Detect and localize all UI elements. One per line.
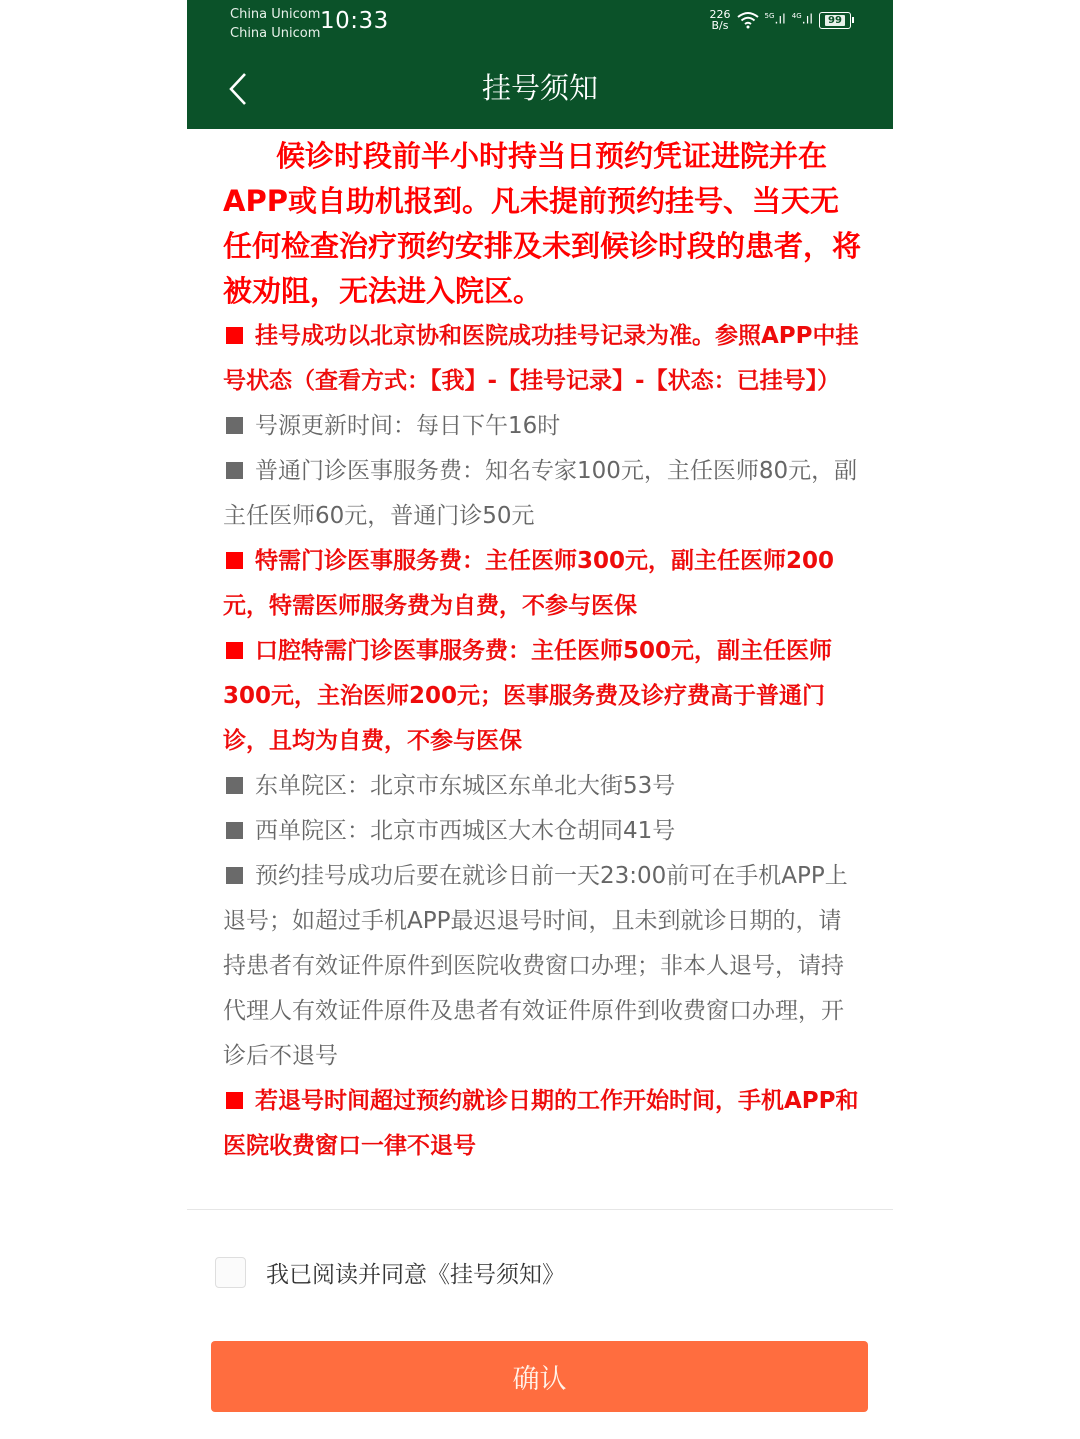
carrier-2: China Unicom (230, 26, 321, 41)
carrier-1: China Unicom (230, 7, 321, 22)
square-bullet-icon (226, 462, 243, 479)
notice-intro: 候诊时段前半小时持当日预约凭证进院并在APP或自助机报到。凡未提前预约挂号、当天无任何检查治疗预约安排及未到候诊时段的患者，将被劝阻，无法进入院区。 (223, 139, 862, 308)
battery-icon (819, 12, 851, 29)
signal-1-label: 5G (764, 12, 775, 21)
notice-content (223, 134, 863, 1169)
confirm-button[interactable]: 确认 (211, 1341, 868, 1412)
notice-list (223, 314, 863, 1169)
agree-label: 我已阅读并同意《挂号须知》 (266, 1262, 565, 1288)
notice-item-text: 普通门诊医事服务费：知名专家100元，主任医师80元，副主任医师60元，普通门诊50元 (223, 458, 858, 529)
divider (187, 1209, 893, 1210)
notice-item (223, 764, 863, 809)
wifi-icon (737, 11, 759, 29)
notice-item-text: 西单院区：北京市西城区大木仓胡同41号 (255, 818, 676, 844)
square-bullet-icon (226, 867, 243, 884)
notice-item-text: 预约挂号成功后要在就诊日前一天23:00前可在手机APP上退号；如超过手机APP最迟退号时间，且未到就诊日期的，请持患者有效证件原件到医院收费窗口办理；非本人退号，请持代理人有效证件原件及患者有效证件原件到收费窗口办理，开诊后不退号 (223, 863, 848, 1069)
page-title: 挂号须知 (481, 71, 598, 105)
notice-item (223, 854, 863, 1079)
clock: 10:33 (320, 8, 389, 34)
phone-screen (187, 0, 893, 1439)
notice-item (223, 629, 863, 764)
notice-item (223, 449, 863, 539)
square-bullet-icon (226, 642, 243, 659)
square-bullet-icon (226, 327, 243, 344)
carrier-info (230, 5, 320, 43)
square-bullet-icon (226, 552, 243, 569)
signal-2-label: 4G (791, 12, 802, 21)
status-icons (710, 9, 852, 31)
signal-4g-icon: $^{4G}$.ıl (791, 12, 813, 28)
net-speed-value: 226 (709, 8, 731, 21)
agree-row[interactable] (215, 1256, 565, 1289)
notice-item-text: 挂号成功以北京协和医院成功挂号记录为准。参照APP中挂号状态（查看方式：【我】-【挂号记录】-【状态：已挂号】） (223, 323, 859, 394)
notice-item (223, 314, 863, 404)
notice-item-text: 若退号时间超过预约就诊日期的工作开始时间，手机APP和医院收费窗口一律不退号 (223, 1088, 859, 1159)
agree-checkbox[interactable] (215, 1257, 246, 1288)
net-speed-unit: B/s (711, 19, 729, 32)
notice-item-text: 口腔特需门诊医事服务费：主任医师500元，副主任医师300元，主治医师200元；医事服务费及诊疗费高于普通门诊，且均为自费，不参与医保 (223, 638, 833, 754)
square-bullet-icon (226, 1092, 243, 1109)
notice-item (223, 809, 863, 854)
notice-item (223, 539, 863, 629)
notice-item-text: 特需门诊医事服务费：主任医师300元，副主任医师200元，特需医师服务费为自费，不参与医保 (223, 548, 835, 619)
signal-5g-icon: $^{5G}$.ıl (764, 12, 786, 28)
battery-level: 99 (825, 15, 845, 26)
notice-item (223, 1079, 863, 1169)
notice-item-text: 号源更新时间：每日下午16时 (255, 413, 561, 439)
square-bullet-icon (226, 417, 243, 434)
net-speed (710, 9, 731, 31)
app-header (187, 0, 893, 129)
square-bullet-icon (226, 777, 243, 794)
notice-item (223, 404, 863, 449)
notice-item-text: 东单院区：北京市东城区东单北大街53号 (255, 773, 676, 799)
square-bullet-icon (226, 822, 243, 839)
